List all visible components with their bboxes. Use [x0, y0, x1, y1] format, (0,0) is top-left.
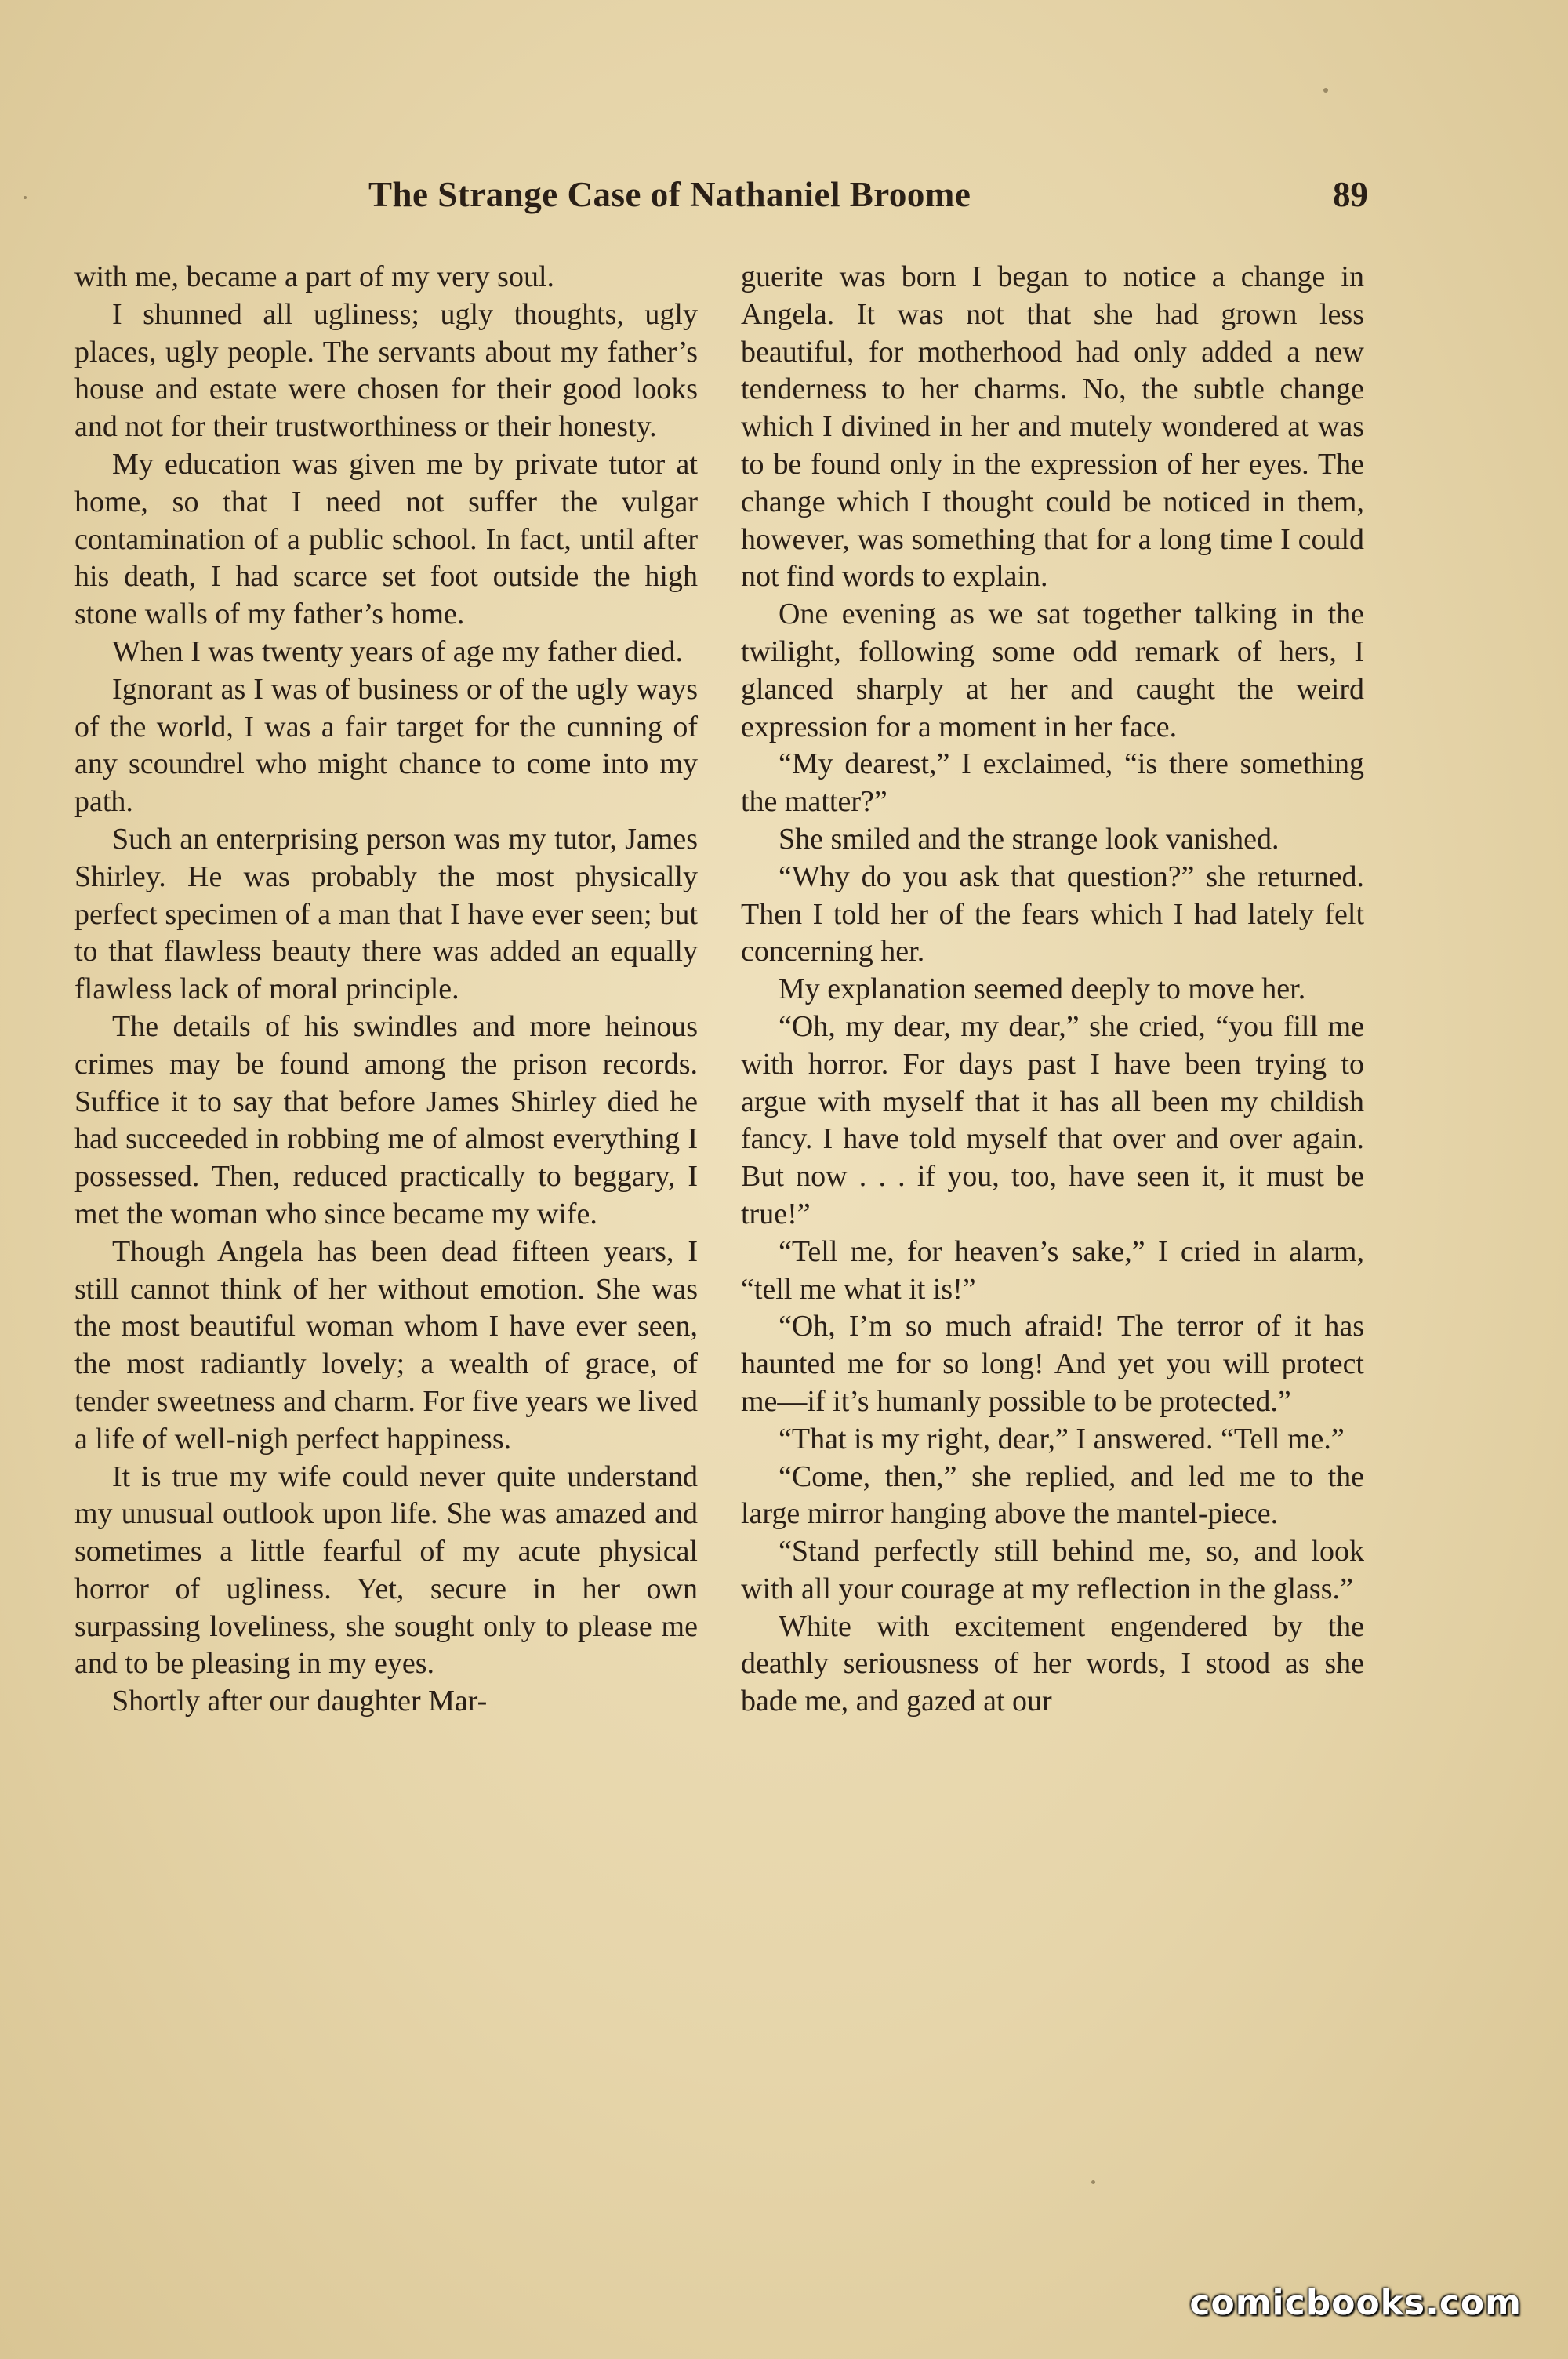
- paragraph: My explanation seemed deeply to move her.: [779, 972, 1306, 1006]
- paragraph: One evening as we sat together talking in the twilight, following some odd remark of hers, I glanced sharply at her and caught the weird expression for a moment in her face.: [741, 598, 1364, 743]
- paragraph: Shortly after our daughter Mar-: [112, 1685, 488, 1718]
- paragraph: Though Angela has been dead fifteen years, I still cannot think of her without emotion. She was the most beautiful woman whom I have ever seen, the most radiantly lovely; a wealth of grace, of tender sweetness and charm. For five years we lived a life of well-nigh perfect happiness.: [74, 1234, 698, 1456]
- paragraph: Ignorant as I was of business or of the ugly ways of the world, I was a fair target for the cunning of any scoundrel who might chance to come into my path.: [74, 672, 698, 819]
- paragraph: My education was given me by private tutor at home, so that I need not suffer the vulgar contamination of a public school. In fact, until after his death, I had scarce set foot outside the high stone walls of my father’s home.: [74, 447, 698, 631]
- paragraph: I shunned all ugliness; ugly thoughts, ugly places, ugly people. The servants about my father’s house and estate were chosen for their good looks and not for their trustworthiness or their honesty.: [74, 297, 698, 444]
- paragraph: “Come, then,” she replied, and led me to the large mirror hanging above the mantel-piece.: [741, 1459, 1364, 1531]
- paragraph: When I was twenty years of age my father died.: [112, 634, 684, 668]
- paragraph: “Why do you ask that question?” she returned. Then I told her of the fears which I had lately felt concerning her.: [741, 860, 1364, 969]
- paragraph: “Oh, I’m so much afraid! The terror of it has haunted me for so long! And yet you will protect me—if it’s humanly possible to be protected.”: [741, 1310, 1364, 1418]
- paragraph: She smiled and the strange look vanished.: [779, 822, 1279, 856]
- page-number: 89: [1333, 175, 1368, 214]
- paragraph: with me, became a part of my very soul.: [74, 260, 555, 293]
- paragraph: “Tell me, for heaven’s sake,” I cried in alarm, “tell me what it is!”: [741, 1234, 1364, 1306]
- paper-speck: [1323, 88, 1328, 93]
- paragraph: “Oh, my dear, my dear,” she cried, “you fill me with horror. For days past I have been trying to argue with myself that it has all been my childish fancy. I have told myself that over and over again. But now . . . if you, too, have seen it, it must be true!”: [741, 1009, 1364, 1230]
- paragraph: “That is my right, dear,” I answered. “Tell me.”: [779, 1422, 1345, 1456]
- paragraph: It is true my wife could never quite understand my unusual outlook upon life. She was amazed and sometimes a little fearful of my acute physical horror of ugliness. Yet, secure in her own surpassing loveliness, she sought only to please me and to be pleasing in my eyes.: [74, 1459, 698, 1681]
- running-title: The Strange Case of Nathaniel Broome: [368, 175, 971, 214]
- paper-speck: [24, 196, 27, 199]
- page-header: [74, 174, 1368, 226]
- paragraph: “My dearest,” I exclaimed, “is there something the matter?”: [741, 747, 1364, 819]
- left-text-column: [74, 259, 698, 2125]
- paper-speck: [1091, 2180, 1095, 2184]
- right-text-column: [741, 259, 1364, 2125]
- paragraph: “Stand perfectly still behind me, so, and look with all your courage at my reflection in the glass.”: [741, 1535, 1364, 1605]
- paragraph: Such an enterprising person was my tutor, James Shirley. He was probably the most physically perfect specimen of a man that I have ever seen; but to that flawless beauty there was added an equally flawless lack of moral principle.: [74, 822, 698, 1006]
- paragraph: guerite was born I began to notice a change in Angela. It was not that she had grown less beautiful, for motherhood had only added a new tenderness to her charms. No, the subtle change which I divined in her and mutely wondered at was to be found only in the expression of her eyes. The change which I thought could be noticed in them, however, was something that for a long time I could not find words to explain.: [741, 260, 1364, 594]
- site-watermark: comicbooks.com: [1189, 2283, 1522, 2323]
- paragraph: The details of his swindles and more heinous crimes may be found among the prison records. Suffice it to say that before James Shirley died he had succeeded in robbing me of almost everything I possessed. Then, reduced practically to beggary, I met the woman who since became my wife.: [74, 1009, 698, 1230]
- paragraph: White with excitement engendered by the deathly seriousness of her words, I stood as she bade me, and gazed at our: [741, 1609, 1364, 1718]
